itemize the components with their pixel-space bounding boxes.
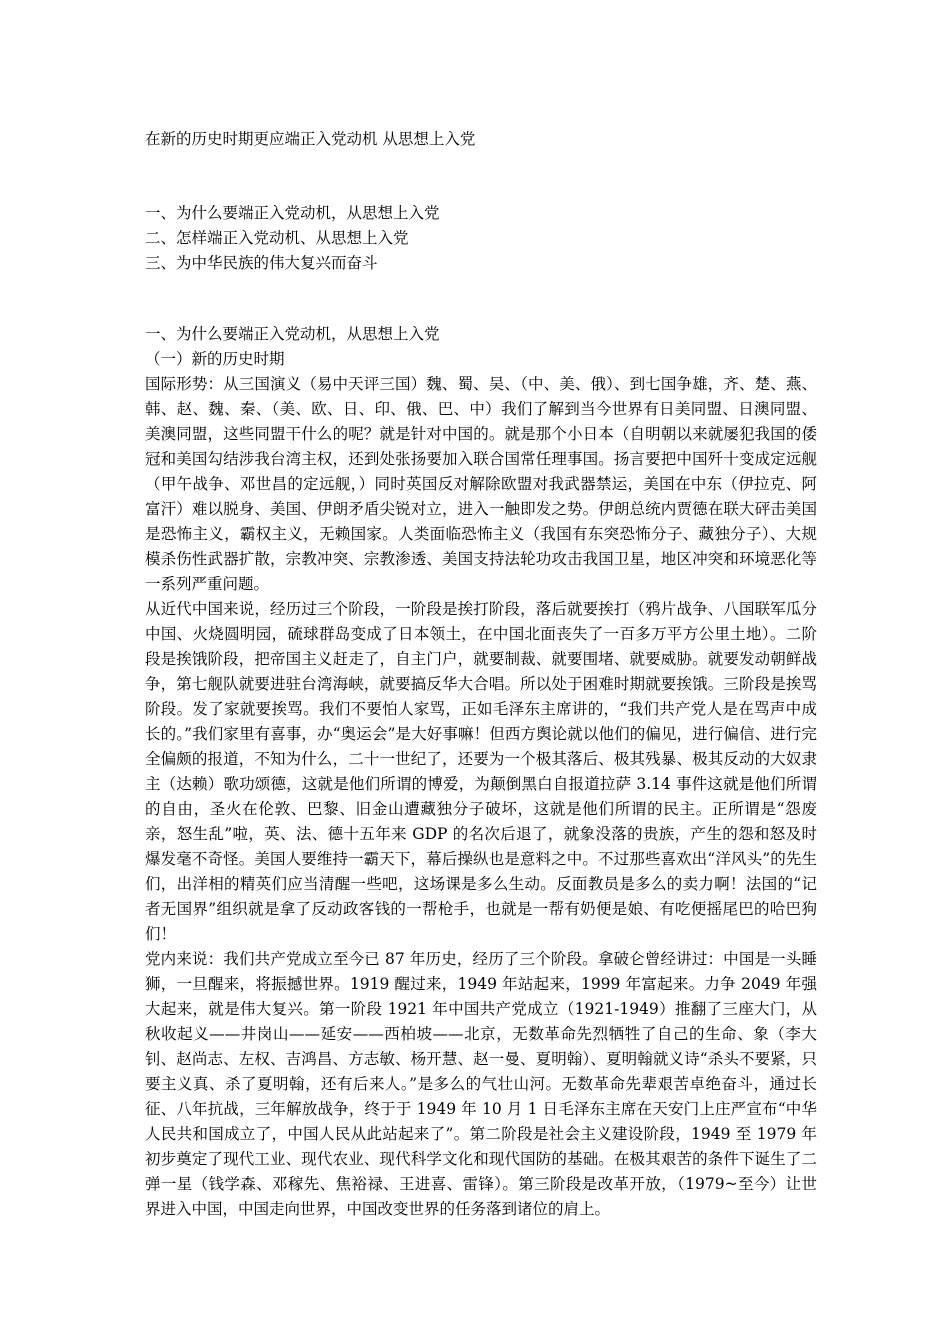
paragraph-modern-china: 从近代中国来说，经历过三个阶段，一阶段是挨打阶段，落后就要挨打（鸦片战争、八国联军瓜分中国、火烧圆明园，硫球群岛变成了日本领土，在中国北面丧失了一百多万平方公里土地）。二阶段是挨饿阶段，把帝国主义赶走了，自主门户，就要制裁、就要围堵、就要威胁。就要发动朝鲜战争，第七舰队就要进驻台湾海峡，就要搞反华大合唱。所以处于困难时期就要挨饿。三阶段是挨骂阶段。发了家就要挨骂。我们不要怕人家骂，正如毛泽东主席讲的，“我们共产党人是在骂声中成长的。”我们家里有喜事，办“奥运会”是大好事嘛！但西方舆论就以他们的偏见，进行偏信、进行完全偏颇的报道，不知为什么，二十一世纪了，还要为一个极其落后、极其残暴、极其反动的大奴隶主（达赖）歌功颂德，这就是他们所谓的博爱，为颠倒黑白自报道拉萨 3.14 事件这就是他们所谓的自由，圣火在伦敦、巴黎、旧金山遭藏独分子破坏，这就是他们所谓的民主。正所谓是“怨废亲，怒生乱”啦，英、法、德十五年来 GDP 的名次后退了，就象没落的贵族，产生的怨和怒及时爆发毫不奇怪。美国人要维持一霸天下，幕后操纵也是意料之中。不过那些喜欢出“洋风头”的先生们，出洋相的精英们应当清醒一些吧，这场课是多么生动。反面教员是多么的卖力啊！法国的“记者无国界”组织就是拿了反动政客钱的一帮枪手，也就是一帮有奶便是娘、有吃便摇尾巴的哈巴狗们！	[145, 600, 817, 943]
paragraph-party-history: 党内来说：我们共产党成立至今已 87 年历史，经历了三个阶段。拿破仑曾经讲过：中国是一头睡狮，一旦醒来，将振撼世界。1919 醒过来，1949 年站起来，1999 年富起来。力争 2049 年强大起来，就是伟大复兴。第一阶段 1921 年中国共产党成立（1921-1949）推翻了三座大门，从秋收起义——井岗山——延安——西柏坡——北京，无数革命先烈牺牲了自己的生命、象（李大钊、赵尚志、左权、吉鸿昌、方志敏、杨开慧、赵一曼、夏明翰）、夏明翰就义诗“杀头不要紧，只要主义真、杀了夏明翰，还有后来人。”是多么的气壮山河。无数革命先辈艰苦卓绝奋斗，通过长征、八年抗战，三年解放战争，终于于 1949 年 10 月 1 日毛泽东主席在天安门上庄严宣布“中华人民共和国成立了，中国人民从此站起来了”。第二阶段是社会主义建设阶段，1949 至 1979 年初步奠定了现代工业、现代农业、现代科学文化和现代国防的基础。在极其艰苦的条件下诞生了二弹一星（钱学森、邓稼先、焦裕禄、王进喜、雷锋）。第三阶段是改革开放，（1979~至今）让世界进入中国，中国走向世界，中国改变世界的任务落到诸位的肩上。	[145, 950, 817, 1218]
paragraph-international-situation: 国际形势：从三国演义（易中天评三国）魏、蜀、吴、（中、美、俄）、到七国争雄，齐、楚、燕、韩、赵、魏、秦、（美、欧、日、印、俄、巴、中）我们了解到当今世界有日美同盟、日澳同盟、美澳同盟，这些同盟干什么的呢？就是针对中国的。就是那个小日本（自明朝以来就屡犯我国的倭冠和美国勾结涉我台湾主权，还到处张扬要加入联合国常任理事国。扬言要把中国歼十变成定远舰（甲午战争、邓世昌的定远舰，）同时英国反对解除欧盟对我武器禁运，美国在中东（伊拉克、阿富汗）难以脱身、美国、伊朗矛盾尖锐对立，进入一触即发之势。伊朗总统内贾德在联大砰击美国是恐怖主义，霸权主义，无赖国家。人类面临恐怖主义（我国有东突恐怖分子、藏独分子）、大规模杀伤性武器扩散，宗教冲突、宗教渗透、美国支持法轮功攻击我国卫星，地区冲突和环境恶化等一系列严重问题。	[145, 375, 817, 593]
section-heading: 一、为什么要端正入党动机，从思想上入党	[145, 325, 440, 343]
toc-item: 一、为什么要端正入党动机，从思想上入党	[145, 204, 440, 222]
subsection-heading: （一）新的历史时期	[145, 350, 285, 368]
document-title: 在新的历史时期更应端正入党动机 从思想上入党	[145, 130, 476, 148]
document-body	[145, 322, 817, 1222]
toc-item: 二、怎样端正入党动机、从思想上入党	[145, 229, 409, 247]
toc-item: 三、为中华民族的伟大复兴而奋斗	[145, 254, 378, 272]
table-of-contents	[145, 201, 440, 276]
